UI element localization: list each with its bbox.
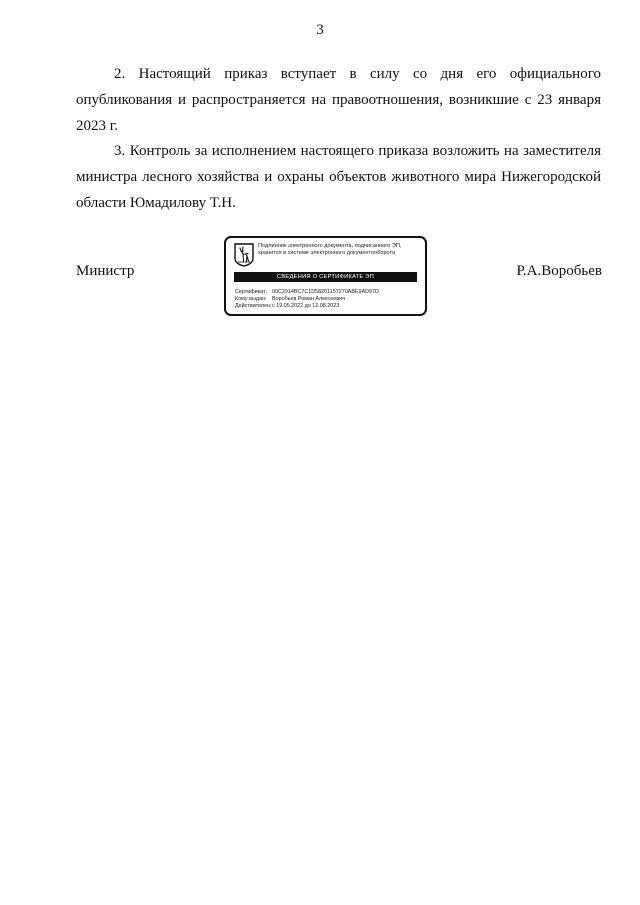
- stamp-notice-line: хранится в системе электронного документооборота: [258, 250, 396, 256]
- validity-row: [235, 303, 421, 310]
- page-number: 3: [316, 22, 324, 38]
- validity-label: Действителен:: [235, 303, 272, 309]
- certificate-row: [235, 289, 421, 296]
- signatory-name: Р.А.Воробьев: [516, 263, 602, 279]
- validity-value: с 19.05.2022 до 12.08.2023: [272, 303, 340, 309]
- paragraph-3: 3. Контроль за исполнением настоящего приказа возложить на заместителя министра лесного хозяйства и охраны объектов животного мира Нижегородской области Юмадилову Т.Н.: [76, 143, 601, 211]
- certificate-value: 00C2914BC7C1D58201157270ABE9AD97D: [272, 289, 379, 295]
- stamp-notice: [258, 243, 424, 257]
- certificate-banner: СВЕДЕНИЯ О СЕРТИФИКАТЕ ЭП: [234, 272, 417, 282]
- electronic-signature-stamp: [224, 236, 427, 316]
- certificate-details: [235, 289, 421, 310]
- issued-to-value: Воробьев Роман Алексеевич: [272, 296, 345, 302]
- certificate-label: Сертификат:: [235, 289, 268, 295]
- paragraph-2: 2. Настоящий приказ вступает в силу со дня его официального опубликования и распространяется на правоотношения, возникшие с 23 января 2023 г.: [76, 66, 601, 134]
- issued-to-label: Кому выдан:: [235, 296, 267, 302]
- signatory-title: Министр: [76, 263, 135, 279]
- issued-to-row: [235, 296, 421, 303]
- stamp-notice-line: Подлинник электронного документа, подписанного ЭП,: [258, 243, 402, 249]
- deer-emblem-icon: [234, 243, 254, 267]
